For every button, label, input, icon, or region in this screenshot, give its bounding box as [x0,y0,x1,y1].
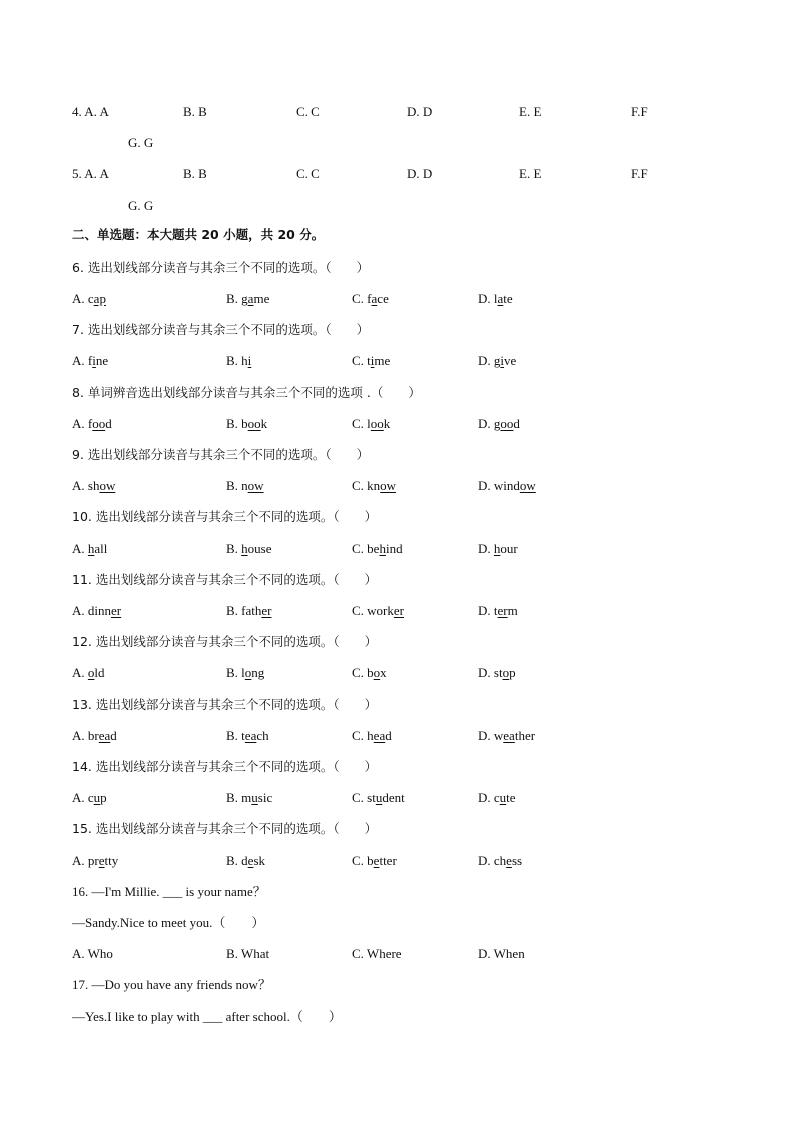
word-part: ouse [247,540,272,556]
underlined-part: er [393,603,404,618]
letter-option-extra: G. G [128,135,154,151]
underlined-part: e [98,852,105,868]
option-label: A. [72,478,88,494]
underlined-part: ow [99,478,116,494]
word-part: br [87,727,99,743]
word-part: w [493,727,504,743]
word-part: ve [504,353,517,369]
option-label: B. [226,478,242,494]
word-part: ng [251,665,265,681]
word-part: x [380,665,387,681]
word-part: be [367,540,380,556]
word-part: n [241,478,248,494]
letter-option: C. C [296,166,320,182]
underlined-part: e [506,852,512,868]
answer-option [72,727,117,745]
answer-option [72,789,107,807]
answer-option: C. Where [352,946,402,962]
word-part: pr [87,852,99,868]
option-label: B. [226,291,242,306]
question-dialog-17: —Yes.I like to play with ___ after school.（ ） [72,1008,342,1024]
underlined-part: o [244,665,252,681]
underlined-part: a [497,291,504,306]
answer-option: B. What [226,946,270,962]
underlined-part: er [111,603,122,618]
question-stem: 9. 选出划线部分读音与其余三个不同的选项。（ ） [72,447,370,462]
answer-option [352,540,403,558]
letter-option: F.F [631,104,648,119]
option-label: C. [352,790,368,806]
letter-option: 5. A. A [72,166,109,182]
option-label: A. [72,291,88,306]
word-part: l [367,415,371,431]
word-part: tty [104,852,119,868]
word-part: p [100,790,107,806]
answer-option [478,664,516,682]
answer-option [478,789,516,807]
word-part: t [493,603,498,618]
word-part: d [110,727,117,743]
underlined-part: o [502,665,510,681]
answer-option [478,727,535,745]
word-part: b [241,415,248,431]
answer-option [72,290,106,308]
word-part: t [367,353,371,369]
word-part: g [493,353,501,369]
underlined-part: ow [247,478,264,494]
word-part: ther [514,727,536,743]
word-part: b [367,852,374,868]
answer-option [352,290,389,308]
option-label: D. [478,353,494,369]
option-label: D. [478,291,494,306]
question-stem: 10. 选出划线部分读音与其余三个不同的选项。（ ） [72,509,378,525]
word-part: g [241,291,248,306]
word-part: kn [367,478,381,494]
option-label: B. [226,665,242,681]
underlined-part: ea [503,727,515,743]
option-label: C. [352,415,368,431]
word-part: dent [382,790,405,806]
word-part: tter [379,852,397,868]
letter-option: B. B [183,166,207,182]
word-part: c [493,790,500,806]
underlined-part: u [375,790,383,806]
question-stem-17: 17. —Do you have any friends now？ [72,977,271,993]
underlined-part: h [493,540,501,556]
answer-option [352,789,405,807]
option-label: A. [72,540,88,556]
underlined-part: er [261,603,272,618]
word-part: l [493,291,498,306]
answer-option [226,290,269,308]
underlined-part: a [247,291,254,306]
underlined-part: i [247,353,252,369]
underlined-part: oo [370,415,384,431]
answer-option [226,664,264,682]
answer-option [478,290,513,308]
word-part: ch [493,852,507,868]
word-part: all [94,540,108,556]
answer-option [226,477,264,495]
option-label: C. [352,478,368,494]
underlined-part: ow [380,478,397,494]
underlined-part: oo [92,415,106,431]
answer-option [478,477,536,495]
letter-option: C. C [296,104,320,119]
letter-option-extra: G. G [128,197,154,213]
answer-option [72,352,108,370]
option-label: C. [352,727,368,743]
letter-option: D. D [407,166,433,182]
word-part: our [500,540,518,556]
word-part: d [385,727,392,743]
word-part: ch [256,727,269,743]
underlined-part: h [241,540,248,556]
word-part: ld [94,665,105,681]
underlined-part: u [499,790,507,806]
answer-option [478,415,520,433]
option-label: C. [352,291,368,306]
answer-option [478,352,516,370]
letter-option: E. E [519,166,542,182]
word-part: p [509,665,516,681]
answer-option [478,852,522,870]
option-label: A. [72,353,88,369]
question-stem: 8. 单词辨音选出划线部分读音与其余三个不同的选项 .（ ） [72,384,421,400]
underlined-part: h [379,540,386,556]
option-label: A. [72,665,88,681]
underlined-part: u [251,790,258,806]
option-label: C. [352,852,368,868]
question-stem: 13. 选出划线部分读音与其余三个不同的选项。（ ） [72,696,378,712]
option-label: D. [478,603,494,618]
word-part: wind [493,478,520,494]
question-stem: 6. 选出划线部分读音与其余三个不同的选项。（ ） [72,259,370,275]
answer-option [478,602,518,620]
underlined-part: oo [500,415,514,431]
option-label: C. [352,353,368,369]
word-part: m [241,790,252,806]
word-part: t [241,727,245,743]
answer-option: D. When [478,946,525,962]
underlined-part: e [373,852,380,868]
answer-option: A. Who [72,946,113,962]
option-label: D. [478,540,494,556]
word-part: te [506,790,516,806]
answer-option [226,602,272,620]
answer-option [226,352,251,370]
word-part: d [241,852,248,868]
answer-option [352,477,396,495]
answer-option [226,727,269,745]
word-part: m [507,603,518,618]
answer-option [352,602,404,620]
underlined-part: ow [519,478,536,494]
answer-option [226,789,272,807]
answer-option [72,852,118,870]
underlined-part: h [87,540,95,556]
question-stem: 12. 选出划线部分读音与其余三个不同的选项。（ ） [72,634,378,650]
answer-option [352,727,392,745]
word-part: ss [511,852,523,868]
option-label: B. [226,727,242,743]
option-label: B. [226,540,242,556]
letter-option: B. B [183,104,207,119]
word-part: st [493,665,503,681]
word-part: sk [253,852,266,868]
option-label: A. [72,603,88,618]
answer-option [72,540,107,558]
answer-option [352,664,387,682]
word-part: work [367,603,394,618]
word-part: k [260,415,268,431]
letter-option: F.F [631,166,648,182]
answer-option [226,540,272,558]
underlined-part: i [92,353,96,369]
option-label: D. [478,665,494,681]
question-stem-16: 16. —I'm Millie. ___ is your name？ [72,883,266,899]
question-stem: 14. 选出划线部分读音与其余三个不同的选项。（ ） [72,759,378,774]
question-stem: 15. 选出划线部分读音与其余三个不同的选项。（ ） [72,821,378,837]
answer-option [72,477,115,495]
answer-option [226,415,267,433]
option-label: A. [72,727,88,743]
option-label: D. [478,790,494,806]
section-heading: 二、单选题：本大题共 20 小题，共 20 分。 [72,226,325,242]
word-part: b [367,665,374,681]
word-part: d [105,415,112,431]
option-label: D. [478,852,494,868]
answer-option [72,602,121,620]
answer-option [72,664,105,682]
underlined-part: ea [244,727,257,743]
word-part: me [374,353,391,369]
word-part: f [87,353,93,369]
word-part: st [367,790,376,806]
word-part: k [383,415,391,431]
word-part: dinn [87,603,112,618]
option-label: D. [478,415,494,431]
underlined-part: a [371,291,378,306]
option-label: B. [226,852,242,868]
underlined-part: o [373,665,381,681]
answer-option [478,540,518,558]
word-part: sic [257,790,273,806]
word-part: f [87,415,93,431]
question-dialog-16: —Sandy.Nice to meet you.（ ） [72,915,265,930]
option-label: B. [226,353,242,369]
answer-option [352,352,390,370]
underlined-part: o [87,665,95,681]
underlined-part: u [93,790,101,806]
word-part: c [87,790,94,806]
underlined-part: e [247,852,254,868]
letter-option: 4. A. A [72,104,109,119]
letter-option: D. D [407,104,433,119]
option-label: A. [72,415,88,431]
word-part: c [87,291,94,306]
word-part: ne [95,353,109,369]
word-part: d [513,415,520,431]
option-label: D. [478,478,494,494]
letter-option: E. E [519,104,542,119]
underlined-part: ap [93,291,106,306]
underlined-part: er [497,603,508,618]
word-part: l [241,665,245,681]
option-label: A. [72,852,88,868]
underlined-part: oo [247,415,261,431]
option-label: D. [478,727,494,743]
option-label: A. [72,790,88,806]
word-part: ind [385,540,403,556]
option-label: B. [226,415,242,431]
underlined-part: ea [98,727,111,743]
word-part: me [253,291,270,306]
answer-option [352,415,390,433]
word-part: te [503,291,513,306]
option-label: C. [352,540,368,556]
word-part: fath [241,603,262,618]
question-stem: 11. 选出划线部分读音与其余三个不同的选项。（ ） [72,571,378,587]
option-label: C. [352,665,368,681]
question-stem: 7. 选出划线部分读音与其余三个不同的选项。（ ） [72,322,370,338]
answer-option [352,852,397,870]
word-part: h [367,727,374,743]
word-part: h [241,353,248,369]
underlined-part: i [500,353,505,369]
option-label: C. [352,603,368,618]
word-part: ce [377,291,389,306]
answer-option [72,415,112,433]
answer-option [226,852,265,870]
underlined-part: i [370,353,375,369]
word-part: f [367,291,372,306]
word-part: g [493,415,501,431]
option-label: B. [226,603,242,618]
underlined-part: ea [373,727,386,743]
word-part: sh [87,478,100,494]
option-label: B. [226,790,242,806]
